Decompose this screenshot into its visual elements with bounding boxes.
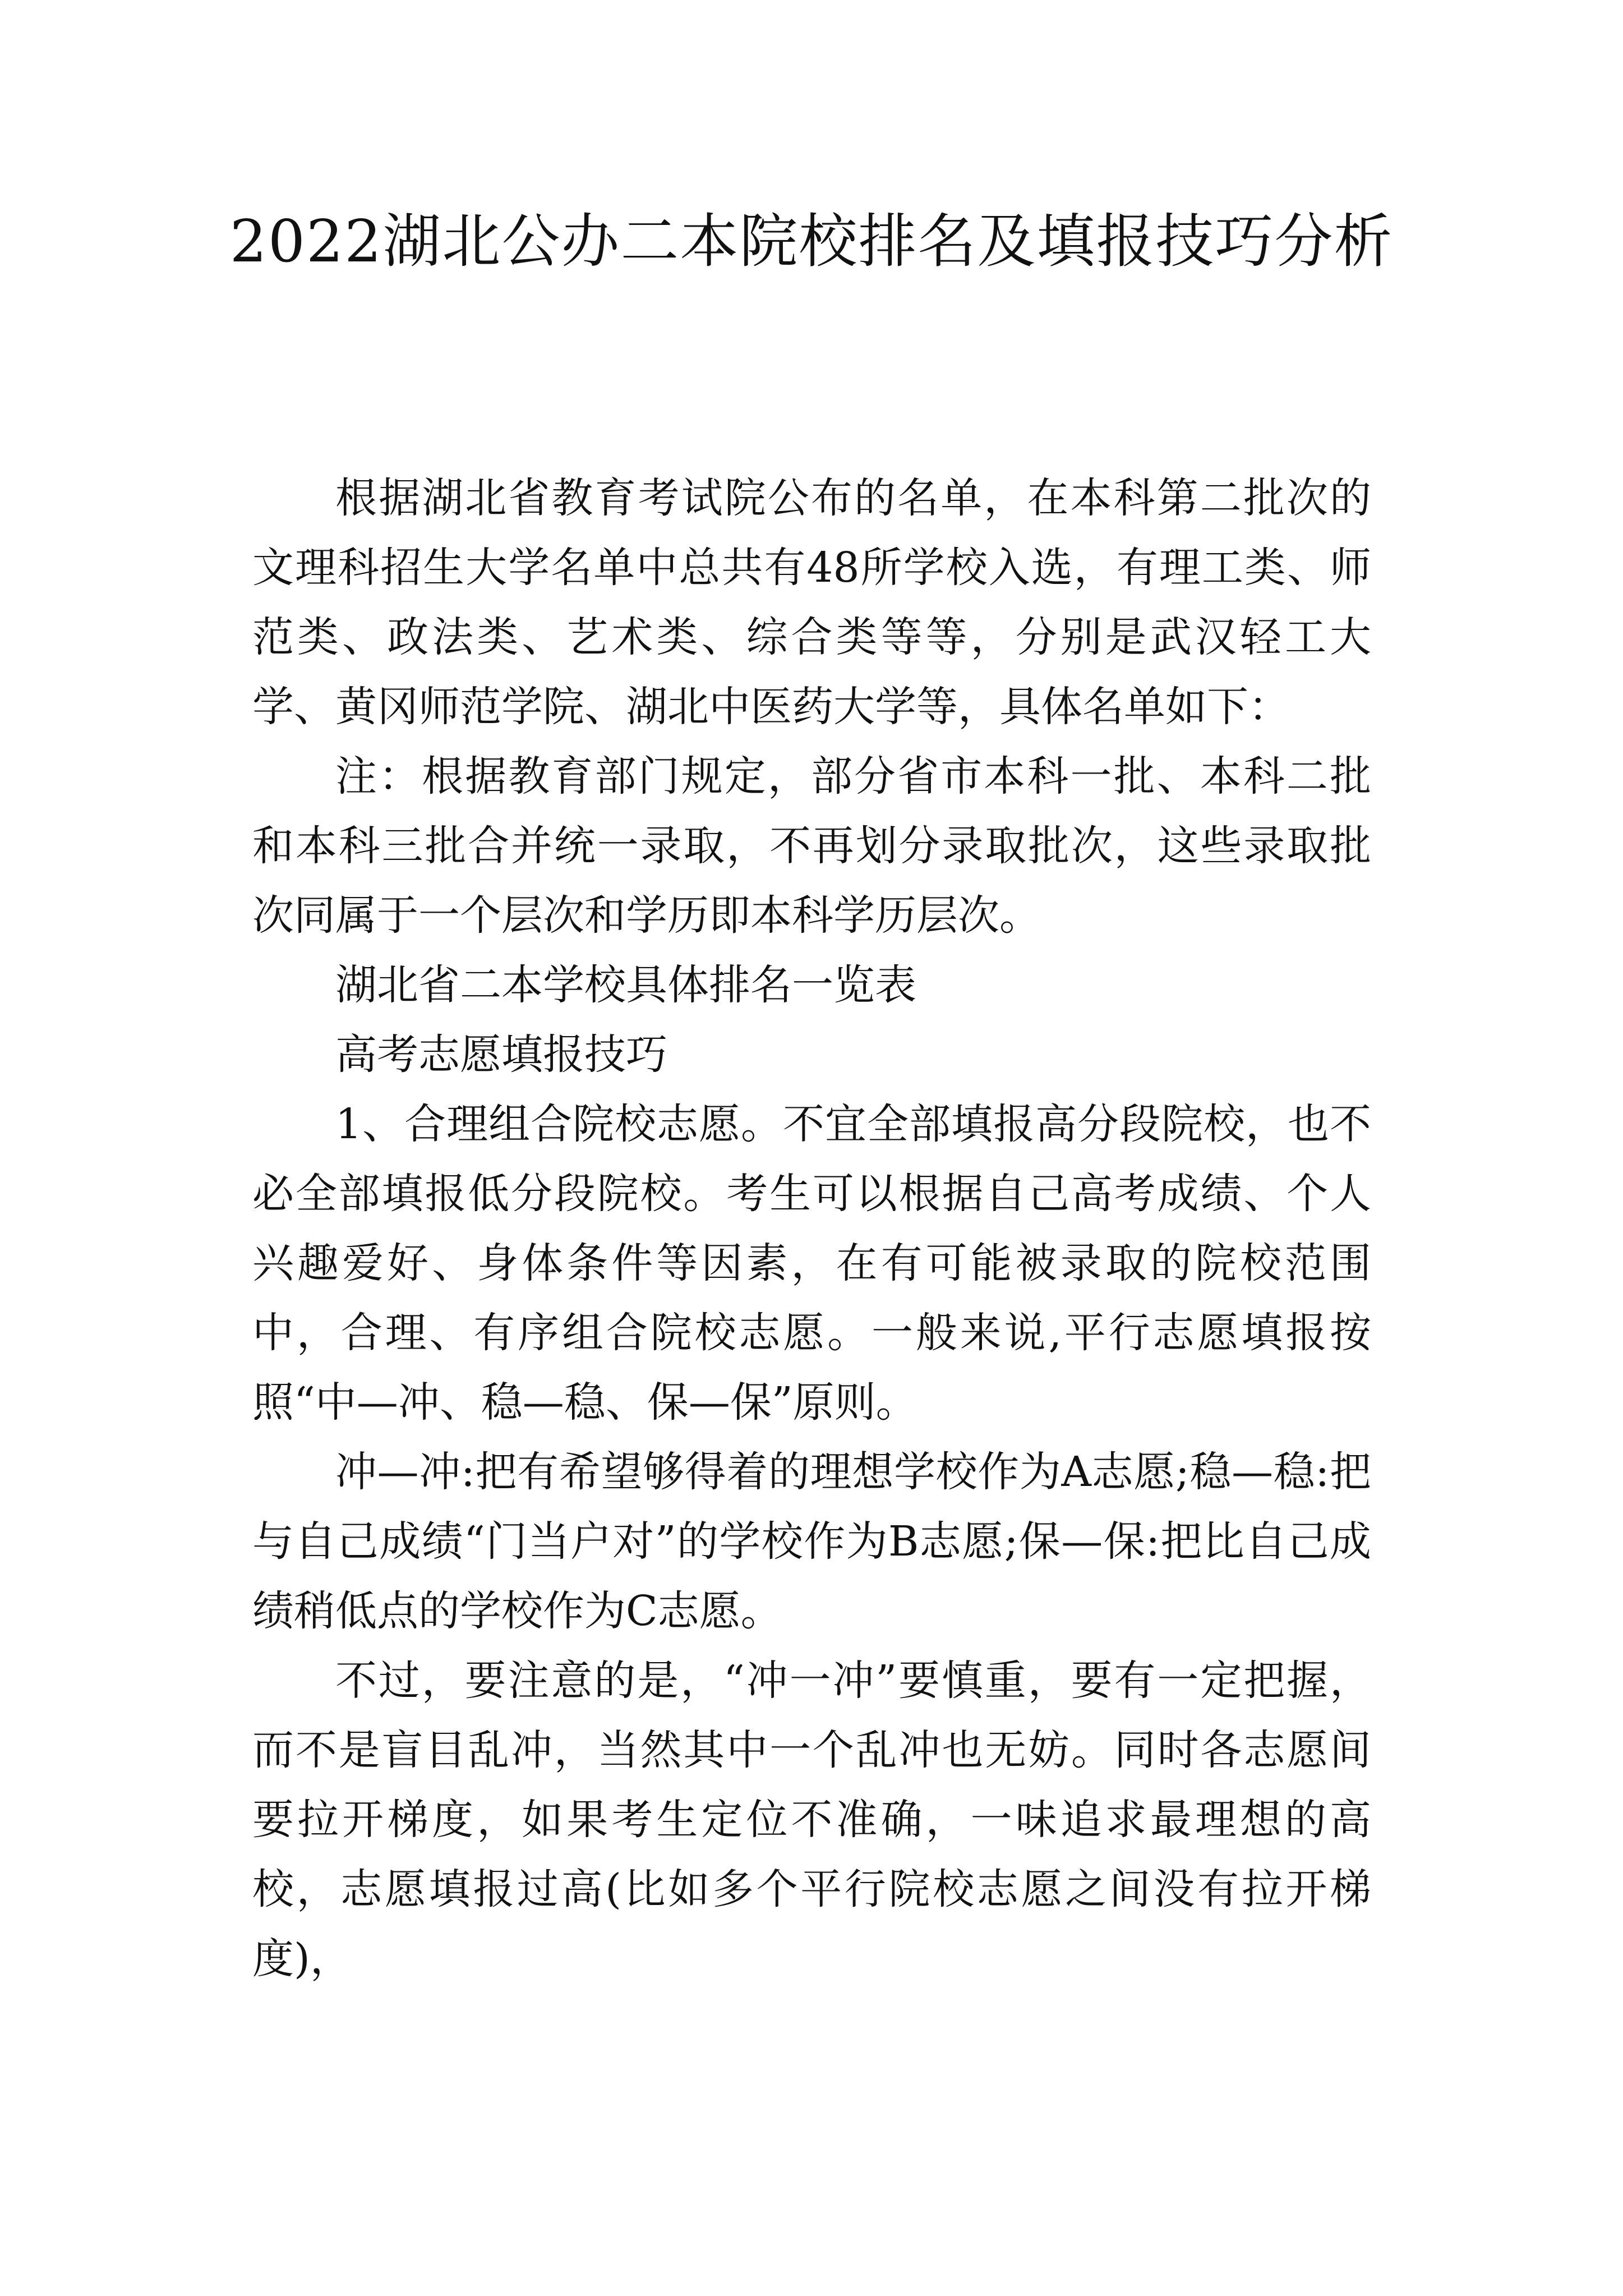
- paragraph-caution: 不过，要注意的是，“冲一冲”要慎重，要有一定把握，而不是盲目乱冲，当然其中一个乱冲也无妨。同时各志愿间要拉开梯度，如果考生定位不准确，一味追求最理想的高校，志愿填报过高(比如多个平行院校志愿之间没有拉开梯度)，: [252, 1657, 1371, 1983]
- paragraph-strategy: 冲—冲:把有希望够得着的理想学校作为A志愿;稳—稳:把与自己成绩“门当户对”的学校作为B志愿;保—保:把比自己成绩稍低点的学校作为C志愿。: [252, 1448, 1371, 1635]
- paragraph-ranking-heading: 湖北省二本学校具体排名一览表: [335, 961, 916, 1009]
- paragraph-tips-heading: 高考志愿填报技巧: [335, 1030, 667, 1079]
- paragraph-tip-1: 1、合理组合院校志愿。不宜全部填报高分段院校，也不必全部填报低分段院校。考生可以根据自己高考成绩、个人兴趣爱好、身体条件等因素，在有可能被录取的院校范围中，合理、有序组合院校志愿。一般来说,平行志愿填报按照“中—冲、稳—稳、保—保”原则。: [252, 1100, 1371, 1427]
- document-title: 2022湖北公办二本院校排名及填报技巧分析: [229, 207, 1394, 275]
- paragraph-note: 注：根据教育部门规定，部分省市本科一批、本科二批和本科三批合并统一录取，不再划分录取批次，这些录取批次同属于一个层次和学历即本科学历层次。: [252, 752, 1371, 940]
- document-body: [252, 463, 1371, 1994]
- paragraph-intro: 根据湖北省教育考试院公布的名单，在本科第二批次的文理科招生大学名单中总共有48所学校入选，有理工类、师范类、政法类、艺术类、综合类等等，分别是武汉轻工大学、黄冈师范学院、湖北中医药大学等，具体名单如下：: [252, 474, 1371, 731]
